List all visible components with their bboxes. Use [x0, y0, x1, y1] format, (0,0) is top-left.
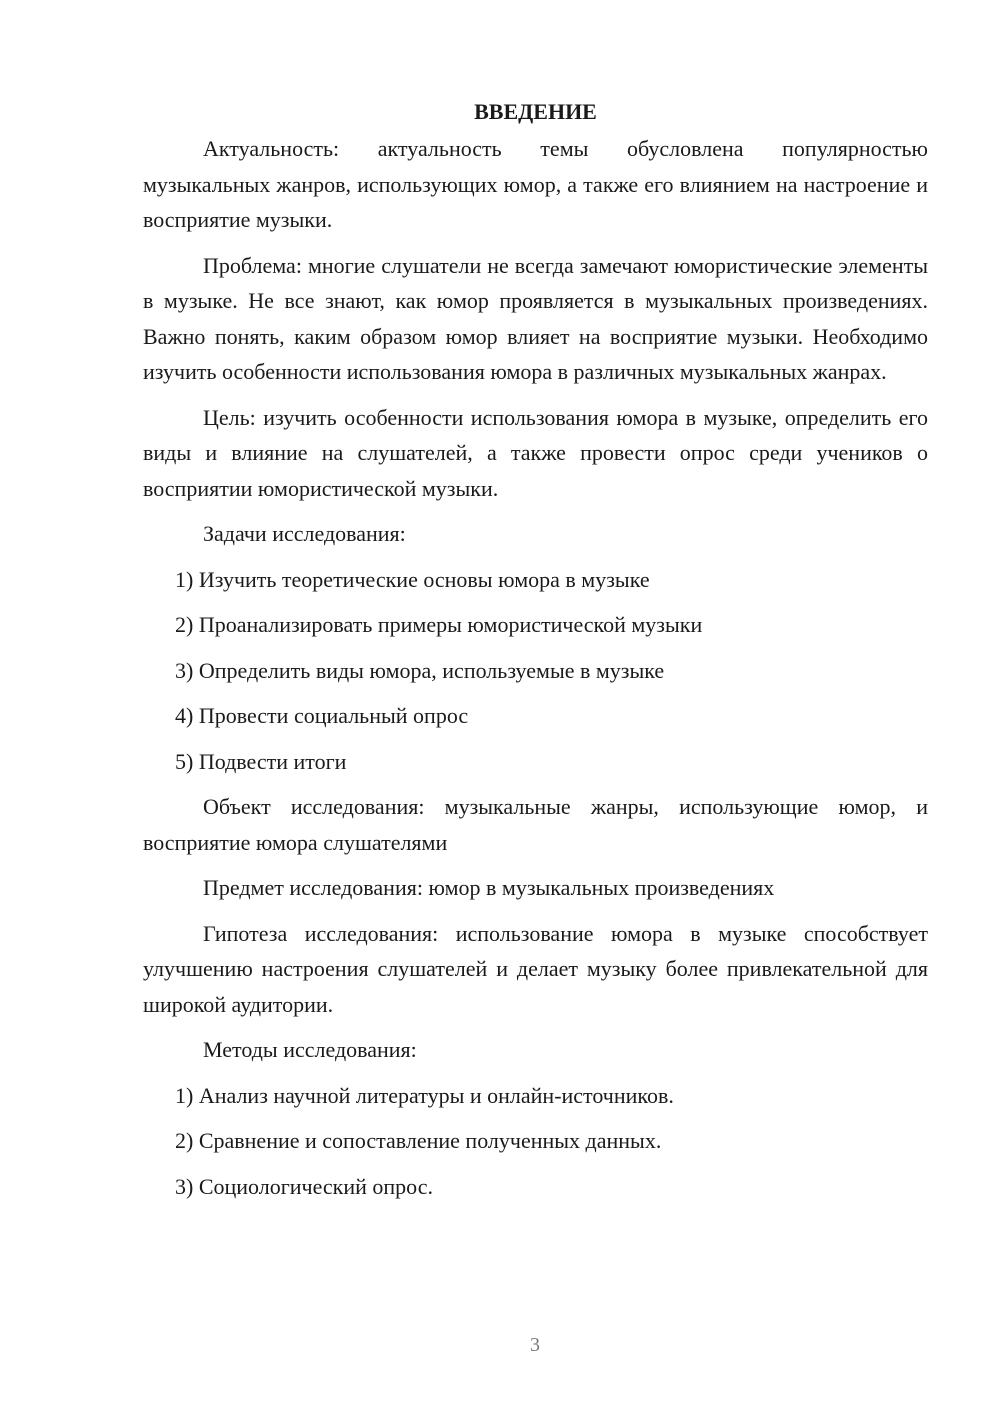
subject-paragraph: Предмет исследования: юмор в музыкальных произведениях — [203, 875, 775, 900]
object-paragraph: Объект исследования: музыкальные жанры, использующие юмор, и восприятие юмора слушателями — [143, 794, 928, 855]
task-item: 2) Проанализировать примеры юмористической музыки — [175, 612, 703, 637]
goal-paragraph: Цель: изучить особенности использования юмора в музыке, определить его виды и влияние на слушателей, а также провести опрос среди учеников о восприятии юмористической музыки. — [143, 404, 928, 501]
task-item: 4) Провести социальный опрос — [175, 703, 469, 728]
task-item: 1) Изучить теоретические основы юмора в музыке — [175, 566, 650, 592]
problem-paragraph: Проблема: многие слушатели не всегда замечают юмористические элементы в музыке. Не все знают, как юмор проявляется в музыкальных произведениях. Важно понять, каким образом юмор влияет на восприятие музыки. Необходимо изучить особенности использования юмора в различных музыкальных жанрах. — [143, 252, 928, 384]
method-item: 3) Социологический опрос. — [175, 1173, 433, 1199]
method-item: 1) Анализ научной литературы и онлайн-источников. — [175, 1082, 674, 1108]
relevance-paragraph: Актуальность: актуальность темы обусловлена популярностью музыкальных жанров, использующих юмор, а также его влиянием на настроение и восприятие музыки. — [143, 136, 928, 232]
page-content — [143, 96, 928, 1214]
task-item: 5) Подвести итоги — [175, 748, 347, 774]
methods-title: Методы исследования: — [203, 1037, 417, 1062]
section-heading: ВВЕДЕНИЕ — [474, 99, 597, 124]
method-item: 2) Сравнение и сопоставление полученных данных. — [175, 1128, 662, 1153]
tasks-title: Задачи исследования: — [203, 521, 406, 546]
hypothesis-paragraph: Гипотеза исследования: использование юмора в музыке способствует улучшению настроения слушателей и делает музыку более привлекательной для широкой аудитории. — [143, 920, 928, 1017]
task-item: 3) Определить виды юмора, используемые в музыке — [175, 657, 665, 683]
page-number: 3 — [530, 1334, 540, 1356]
